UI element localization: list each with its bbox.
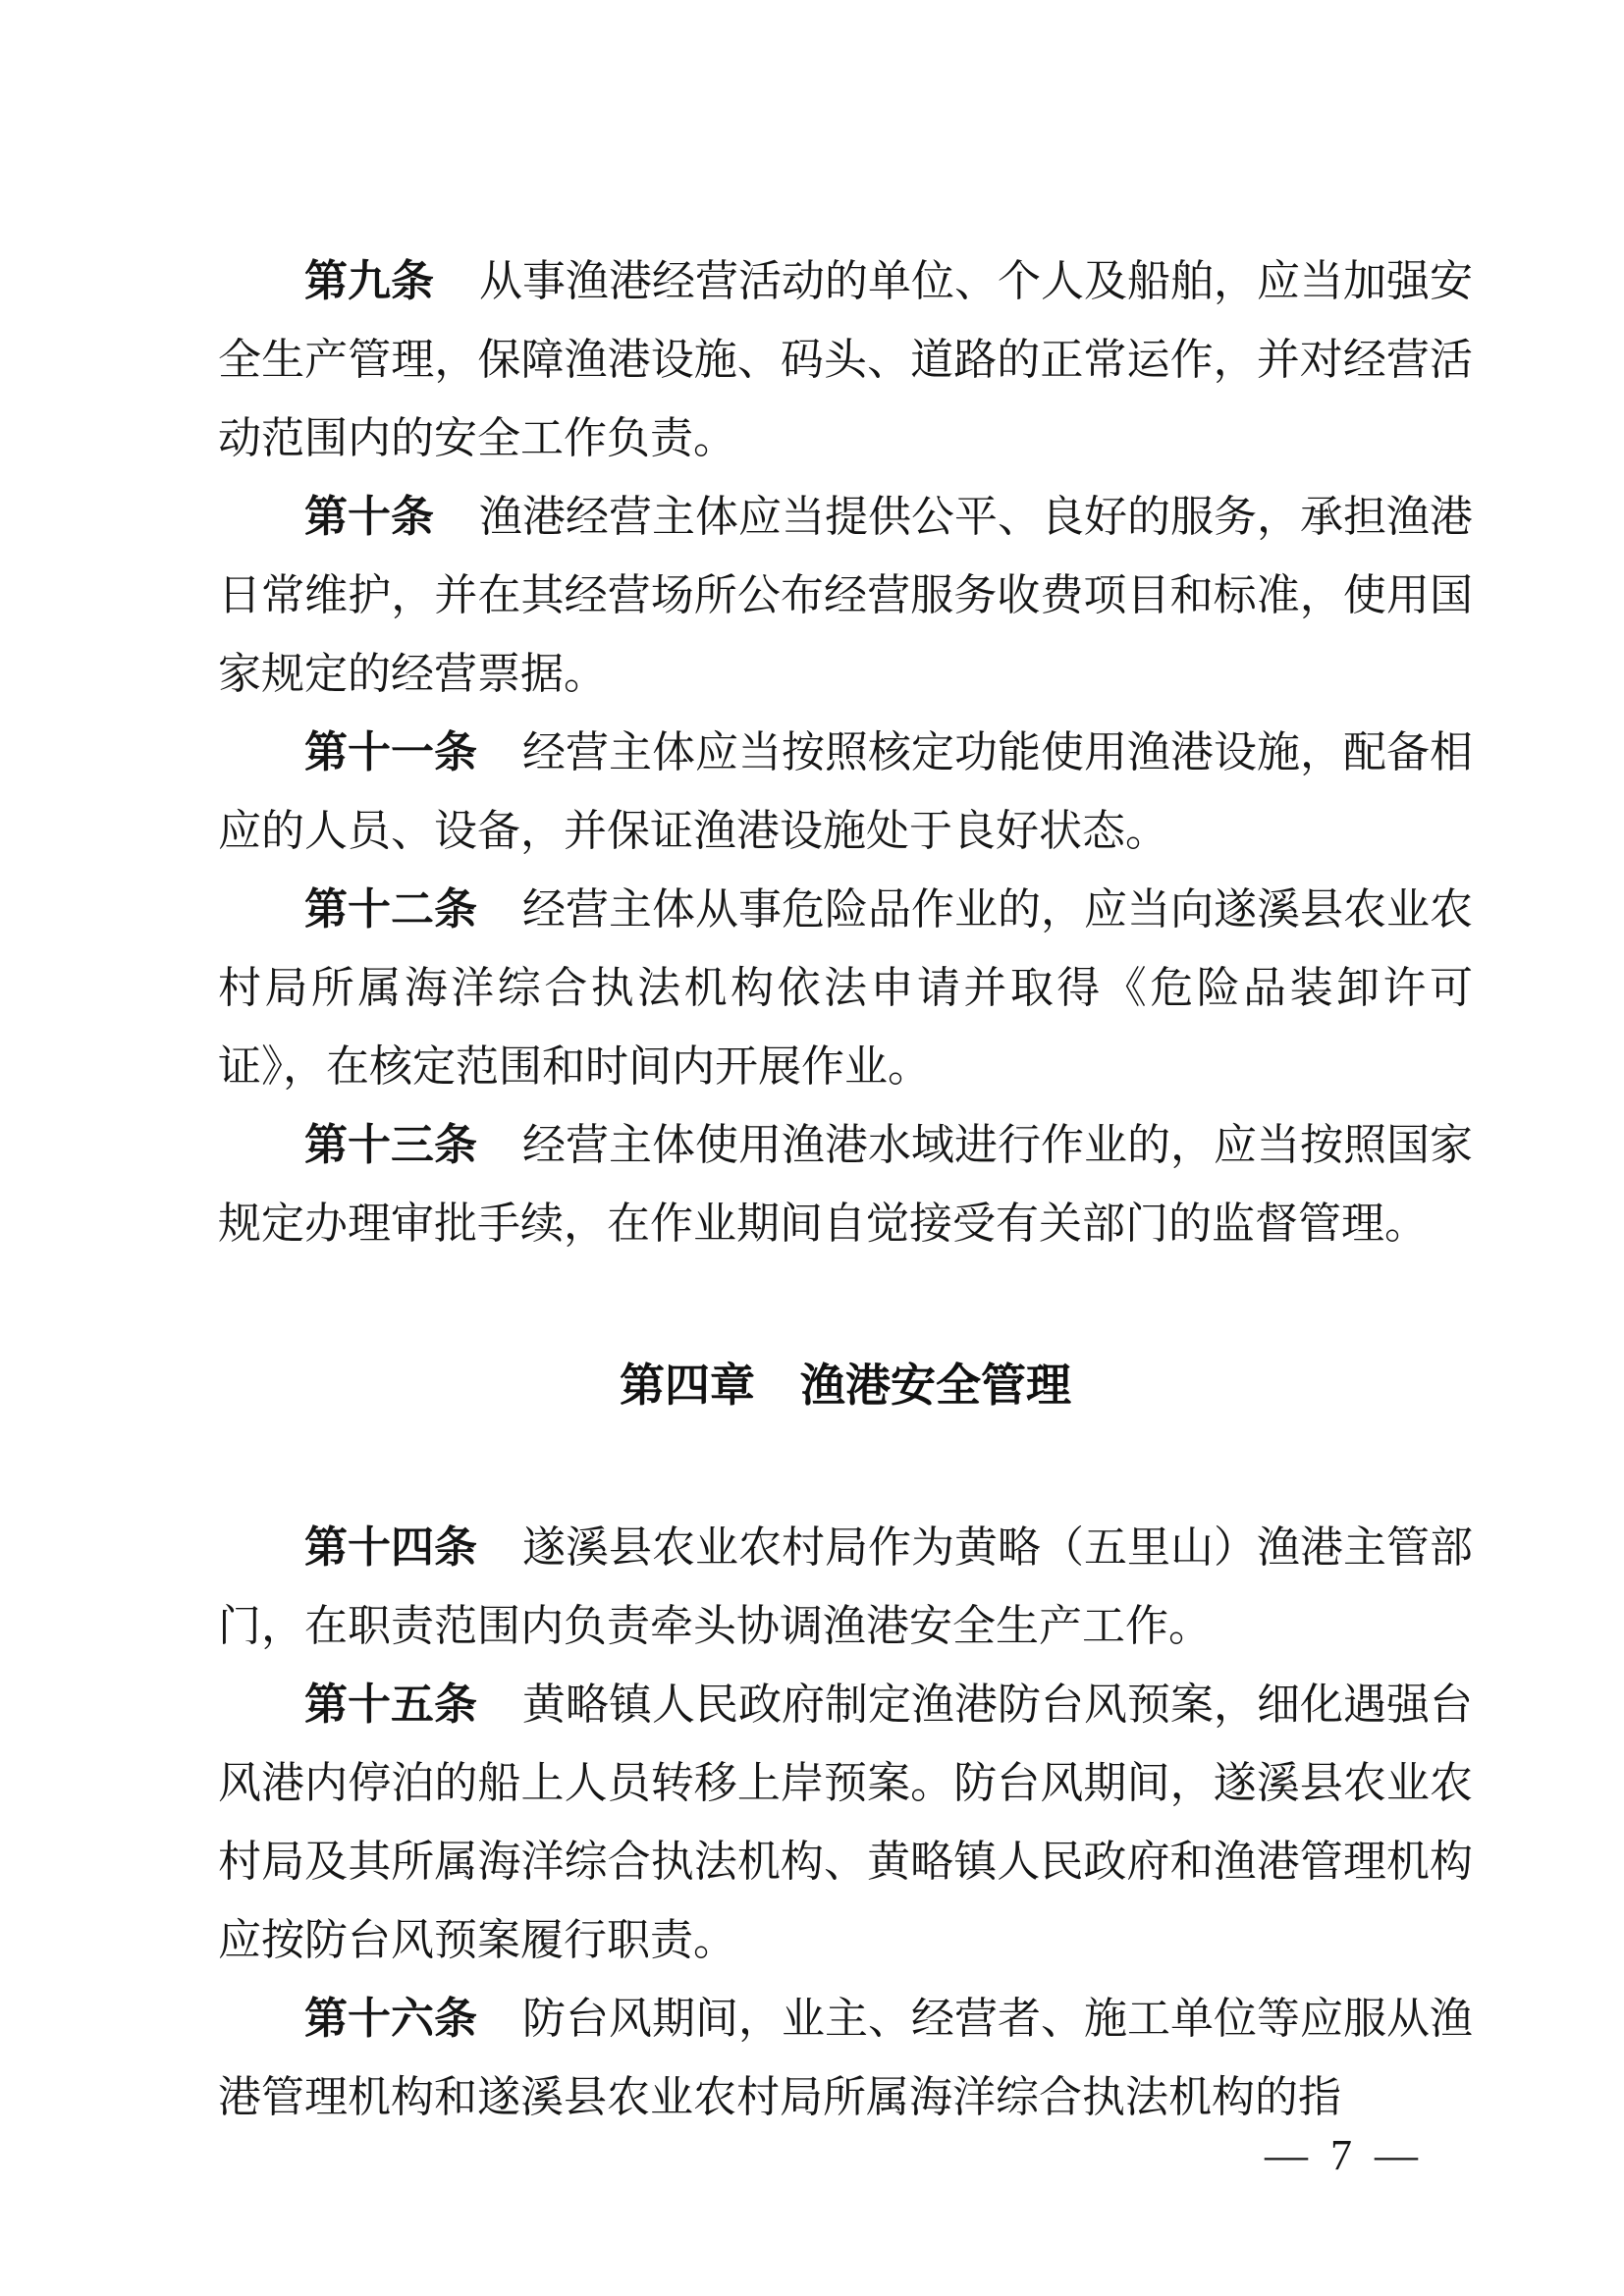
article-body-text: 黄略镇人民政府制定渔港防台风预案，细化遇强台风港内停泊的船上人员转移上岸预案。防台风期间，遂溪县农业农村局及其所属海洋综合执法机构、黄略镇人民政府和渔港管理机构应按防台风预案履行职责。 [218, 1681, 1473, 1964]
article-number-label: 第九条 [304, 257, 434, 305]
article-paragraph [218, 1509, 1473, 1666]
article-body-text: 从事渔港经营活动的单位、个人及船舶，应当加强安全生产管理，保障渔港设施、码头、道路的正常运作，并对经营活动范围内的安全工作负责。 [218, 257, 1473, 462]
chapter-heading [218, 1346, 1473, 1424]
article-number-label: 第十三条 [304, 1121, 477, 1169]
article-body-text: 经营主体使用渔港水域进行作业的，应当按照国家规定办理审批手续，在作业期间自觉接受有关部门的监督管理。 [218, 1121, 1473, 1248]
article-paragraph [218, 1980, 1473, 2137]
article-body-text: 防台风期间，业主、经营者、施工单位等应服从渔港管理机构和遂溪县农业农村局所属海洋综合执法机构的指 [218, 1995, 1473, 2121]
article-paragraph [218, 242, 1473, 478]
article-body-text: 渔港经营主体应当提供公平、良好的服务，承担渔港日常维护，并在其经营场所公布经营服务收费项目和标准，使用国家规定的经营票据。 [218, 493, 1473, 698]
article-number-label: 第十四条 [304, 1523, 477, 1572]
article-paragraph [218, 1666, 1473, 1980]
article-paragraph [218, 871, 1473, 1106]
article-number-label: 第十六条 [304, 1995, 477, 2043]
document-body [218, 242, 1473, 2137]
article-paragraph [218, 714, 1473, 871]
article-body-text: 经营主体应当按照核定功能使用渔港设施，配备相应的人员、设备，并保证渔港设施处于良好状态。 [218, 728, 1473, 855]
article-number-label: 第十二条 [304, 885, 477, 934]
page-number: — 7 — [1265, 2131, 1424, 2179]
article-paragraph [218, 478, 1473, 714]
article-body-text: 经营主体从事危险品作业的，应当向遂溪县农业农村局所属海洋综合执法机构依法申请并取得《危险品装卸许可证》，在核定范围和时间内开展作业。 [218, 885, 1473, 1091]
chapter-number-label: 第四章 [620, 1360, 755, 1411]
article-number-label: 第十五条 [304, 1681, 477, 1729]
article-number-label: 第十一条 [304, 728, 477, 776]
article-body-text: 遂溪县农业农村局作为黄略（五里山）渔港主管部门，在职责范围内负责牵头协调渔港安全生产工作。 [218, 1523, 1473, 1650]
article-number-label: 第十条 [304, 493, 434, 541]
chapter-title-label: 渔港安全管理 [800, 1360, 1071, 1411]
article-paragraph [218, 1106, 1473, 1263]
